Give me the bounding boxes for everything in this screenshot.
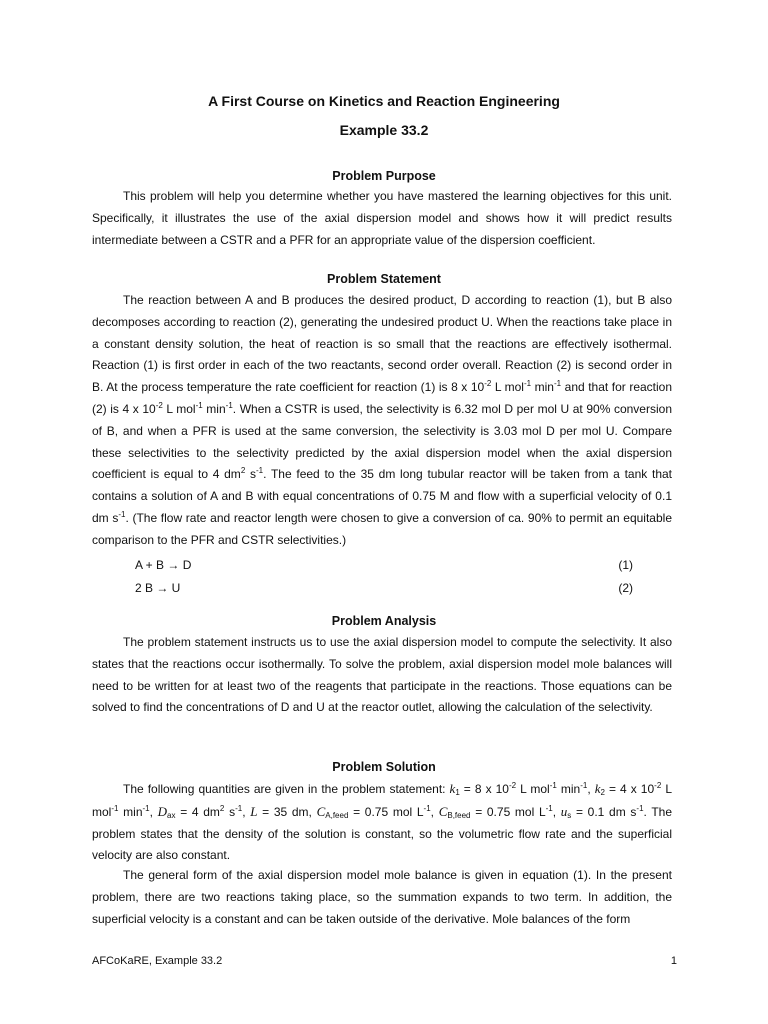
reaction-2-number: (2) <box>618 581 633 595</box>
heading-problem-statement: Problem Statement <box>327 272 441 286</box>
heading-problem-purpose: Problem Purpose <box>332 169 436 183</box>
footer-page-number: 1 <box>670 955 677 967</box>
solution-paragraph-general-form: The general form of the axial dispersion model mole balance is given in equation (1). In the present problem, there are two reactions taking place, so the summation expands to two term. In addition, the superficial velocity is a constant and can be taken outside of the derivative. Mole balances of the form <box>92 868 672 926</box>
purpose-paragraph: This problem will help you determine whether you have mastered the learning objectives for this unit. Specifically, it illustrates the use of the axial dispersion model and shows how it will predict results intermediate between a CSTR and a PFR for an appropriate value of the dispersion coefficient. <box>92 189 672 247</box>
reaction-equation-2 <box>135 581 633 595</box>
reaction-2-formula: 2 B → U <box>135 581 181 595</box>
analysis-paragraph: The problem statement instructs us to use the axial dispersion model to compute the selectivity. It also states that the reactions occur isothermally. To solve the problem, axial dispersion model mole balances will need to be written for at least two of the reagents that participate in the reactions. Those equations can be solved to find the concentrations of D and U at the reactor outlet, allowing the calculation of the selectivity. <box>92 635 672 715</box>
heading-problem-analysis: Problem Analysis <box>331 614 437 628</box>
document-title: A First Course on Kinetics and Reaction Engineering <box>208 93 560 109</box>
reaction-1-number: (1) <box>618 558 633 572</box>
example-number: Example 33.2 <box>339 122 429 138</box>
solution-paragraph-given-quantities: The following quantities are given in the problem statement: $k_1 = 8$ x $10^{-2}$ L mol$^{-1}$ $\min^{-1}$, $k_2 = 4$ x $10^{-2}$ L mol$^{-1}$ $\min^{-1}$, $D_{ax} = 4$ $dm^2$ $s^{-1}$, L = 35 dm, $C_{A,feed} = 0.75$ mol $L^{-1}$, $C_{B,feed} = 0.75$ mol $L^{-1}$, $u_s = 0.1$ dm $s^{-1}$. The problem states that the density of the solution is constant, so the volumetric flow rate and the superficial velocity are also constant. <box>92 781 673 863</box>
footer-document-label: AFCoKaRE, Example 33.2 <box>92 955 223 967</box>
reaction-equation-1 <box>135 558 633 572</box>
reaction-1-formula: A + B → D <box>135 558 192 572</box>
statement-paragraph: The reaction between A and B produces the desired product, D according to reaction (1), but B also decomposes according to reaction (2), generating the undesired product U. When the reactions take place in a constant density solution, the heat of reaction is so small that the reactions are effectively isothermal. Reaction (1) is first order in each of the two reactants, second order overall. Reaction (2) is second order in B. At the process temperature the rate coefficient for reaction (1) is 8 x $10^{-2}$ L mol$^{-1}$ $\min^{-1}$ and that for reaction (2) is 4 x $10^{-2}$ L mol$^{-1}$ $\min^{-1}$. When a CSTR is used, the selectivity is 6.32 mol D per mol U at 90% conversion of B, and when a PFR is used at the same conversion, the selectivity is 3.03 mol D per mol U. Compare these selectivities to the selectivity predicted by the axial dispersion model when the axial dispersion coefficient is equal to 4 $dm^2$ $s^{-1}$. The feed to the 35 dm long tubular reactor will be taken from a tank that contains a solution of A and B with equal concentrations of 0.75 M and flow with a superficial velocity of 0.1 dm $s^{-1}$. (The flow rate and reactor length were chosen to give a conversion of ca. 90% to permit an equitable comparison to the PFR and CSTR selectivities.) <box>92 293 673 547</box>
heading-problem-solution: Problem Solution <box>332 760 436 774</box>
